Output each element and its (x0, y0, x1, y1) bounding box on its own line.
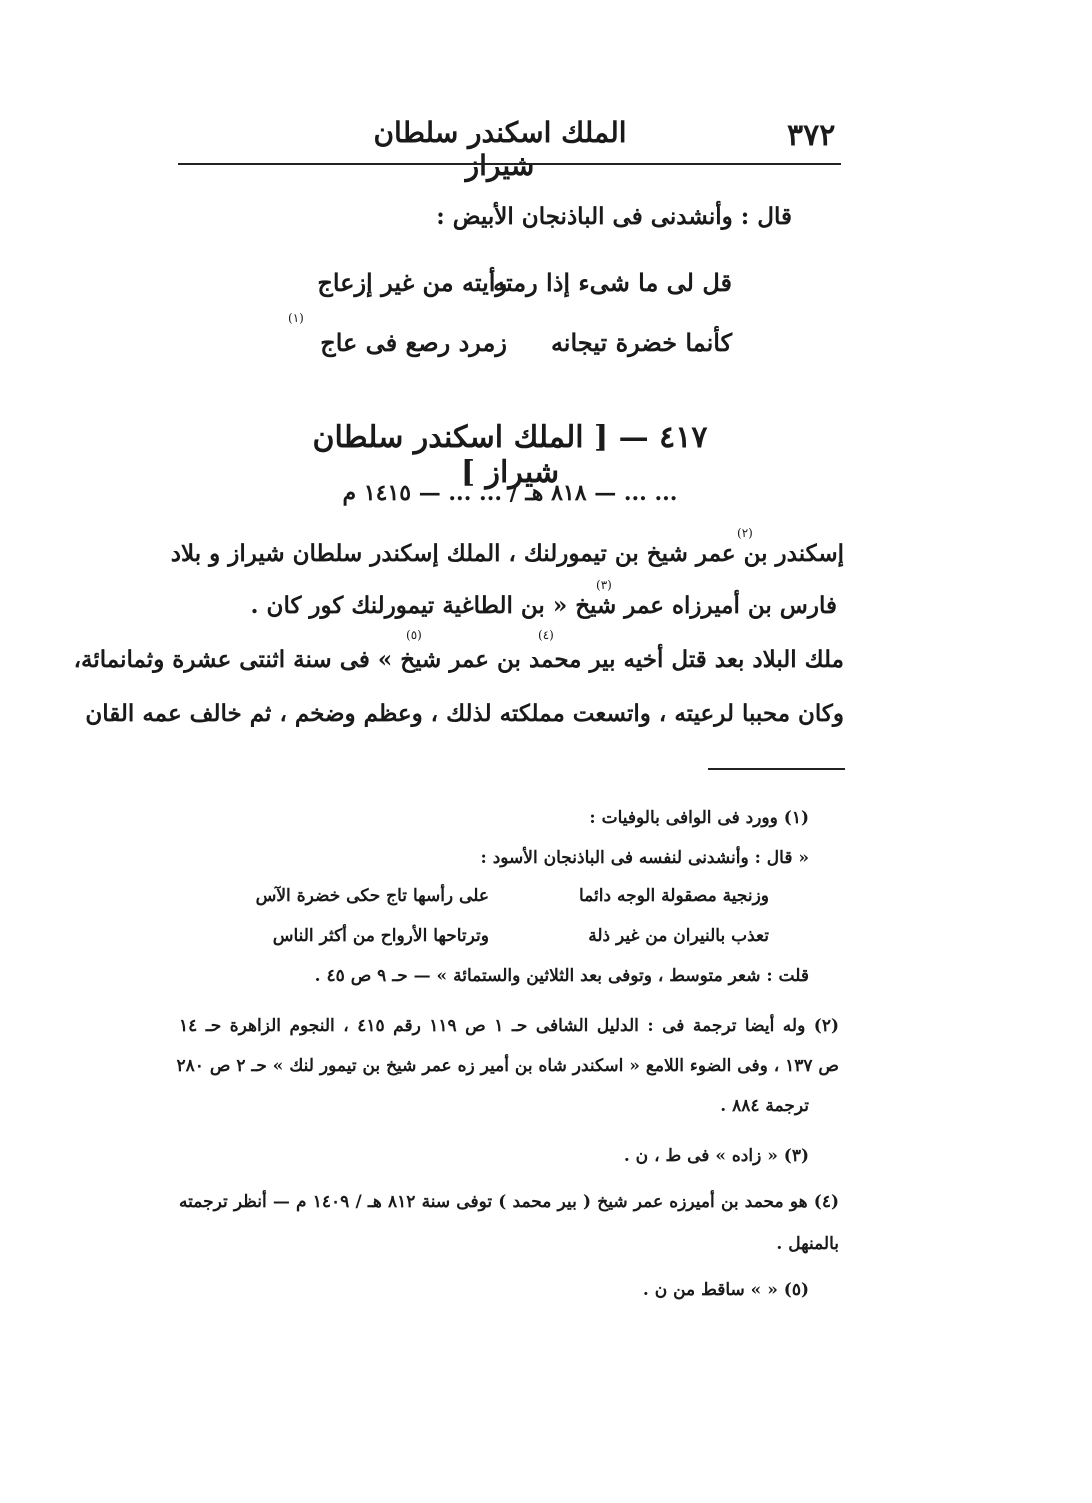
poem-line1-right: قل لى ما شىء إذا رمته (493, 268, 732, 297)
body-line-3: ملك البلاد بعد قتل أخيه بير محمد بن عمر شيخ » فى سنة اثنتى عشرة وثمانمائة، (73, 646, 844, 673)
footnote-1-verse-1-right: وزنجية مصقولة الوجه دائما (579, 886, 769, 906)
body-line-2: فارس بن أميرزاه عمر شيخ « بن الطاغية تيمورلنك كور كان . (250, 592, 837, 619)
header-rule (178, 163, 841, 165)
body-line-4: وكان محببا لرعيته ، واتسعت مملكته لذلك ، وعظم وضخم ، ثم خالف عمه القان (85, 700, 844, 727)
footnote-1-closing: قلت : شعر متوسط ، وتوفى بعد الثلاثين والستمائة » — حـ ٩ ص ٤٥ . (314, 966, 809, 986)
poem-line2-right: كأنما خضرة تيجانه (550, 328, 732, 357)
footnote-1-verse-2-right: تعذب بالنيران من غير ذلة (588, 926, 769, 946)
footnote-4-line-1: (٤) هو محمد بن أميرزه عمر شيخ ( بير محمد ) توفى سنة ٨١٢ هـ / ١٤٠٩ م — أنظر ترجمته (179, 1192, 839, 1212)
entry-dates: ... ... — ٨١٨ هـ / ... ... — ١٤١٥ م (342, 480, 678, 506)
entry-heading: ٤١٧ — [ الملك اسكندر سلطان شيراز ] (312, 420, 708, 490)
footnote-1-verse-1-left: على رأسها تاج حكى خضرة الآس (255, 886, 489, 906)
intro-line: قال : وأنشدنى فى الباذنجان الأبيض : (436, 203, 792, 230)
footnote-1-line-1: (١) وورد فى الوافى بالوفيات : (589, 808, 809, 828)
footnote-4-line-2: بالمنهل . (776, 1234, 839, 1254)
poem-line2-left: زمرد رصع فى عاج (320, 328, 507, 357)
poem-footnote-mark: (١) (288, 311, 304, 325)
body-line-1: إسكندر بن عمر شيخ بن تيمورلنك ، الملك إسكندر سلطان شيراز و بلاد (170, 540, 844, 567)
poem-line1-left: رأيته من غير إزعاج (317, 268, 507, 297)
running-title: الملك اسكندر سلطان شيراز (373, 116, 627, 182)
note-mark-3: (٣) (596, 578, 612, 592)
footnote-1-line-2: « قال : وأنشدنى لنفسه فى الباذنجان الأسود : (480, 848, 809, 868)
footnote-2-line-1: (٢) وله أيضا ترجمة فى : الدليل الشافى حـ ١ ص ١١٩ رقم ٤١٥ ، النجوم الزاهرة حـ ١٤ (179, 1016, 840, 1036)
page-number: ٣٧٢ (787, 118, 836, 153)
footnote-2-line-3: ترجمة ٨٨٤ . (720, 1096, 809, 1116)
footnote-2-line-2: ص ١٣٧ ، وفى الضوء اللامع « اسكندر شاه بن أمير زه عمر شيخ بن تيمور لنك » حـ ٢ ص ٢٨٠ (176, 1056, 839, 1076)
note-mark-2: (٢) (737, 526, 753, 540)
footnote-1-verse-2-left: وترتاحها الأرواح من أكثر الناس (272, 926, 489, 946)
footnote-rule (708, 768, 845, 770)
footnote-3: (٣) « زاده » فى ط ، ن . (623, 1146, 809, 1166)
note-mark-4: (٤) (538, 628, 554, 642)
note-mark-5: (٥) (406, 628, 422, 642)
footnote-5: (٥) « » ساقط من ن . (642, 1280, 809, 1300)
